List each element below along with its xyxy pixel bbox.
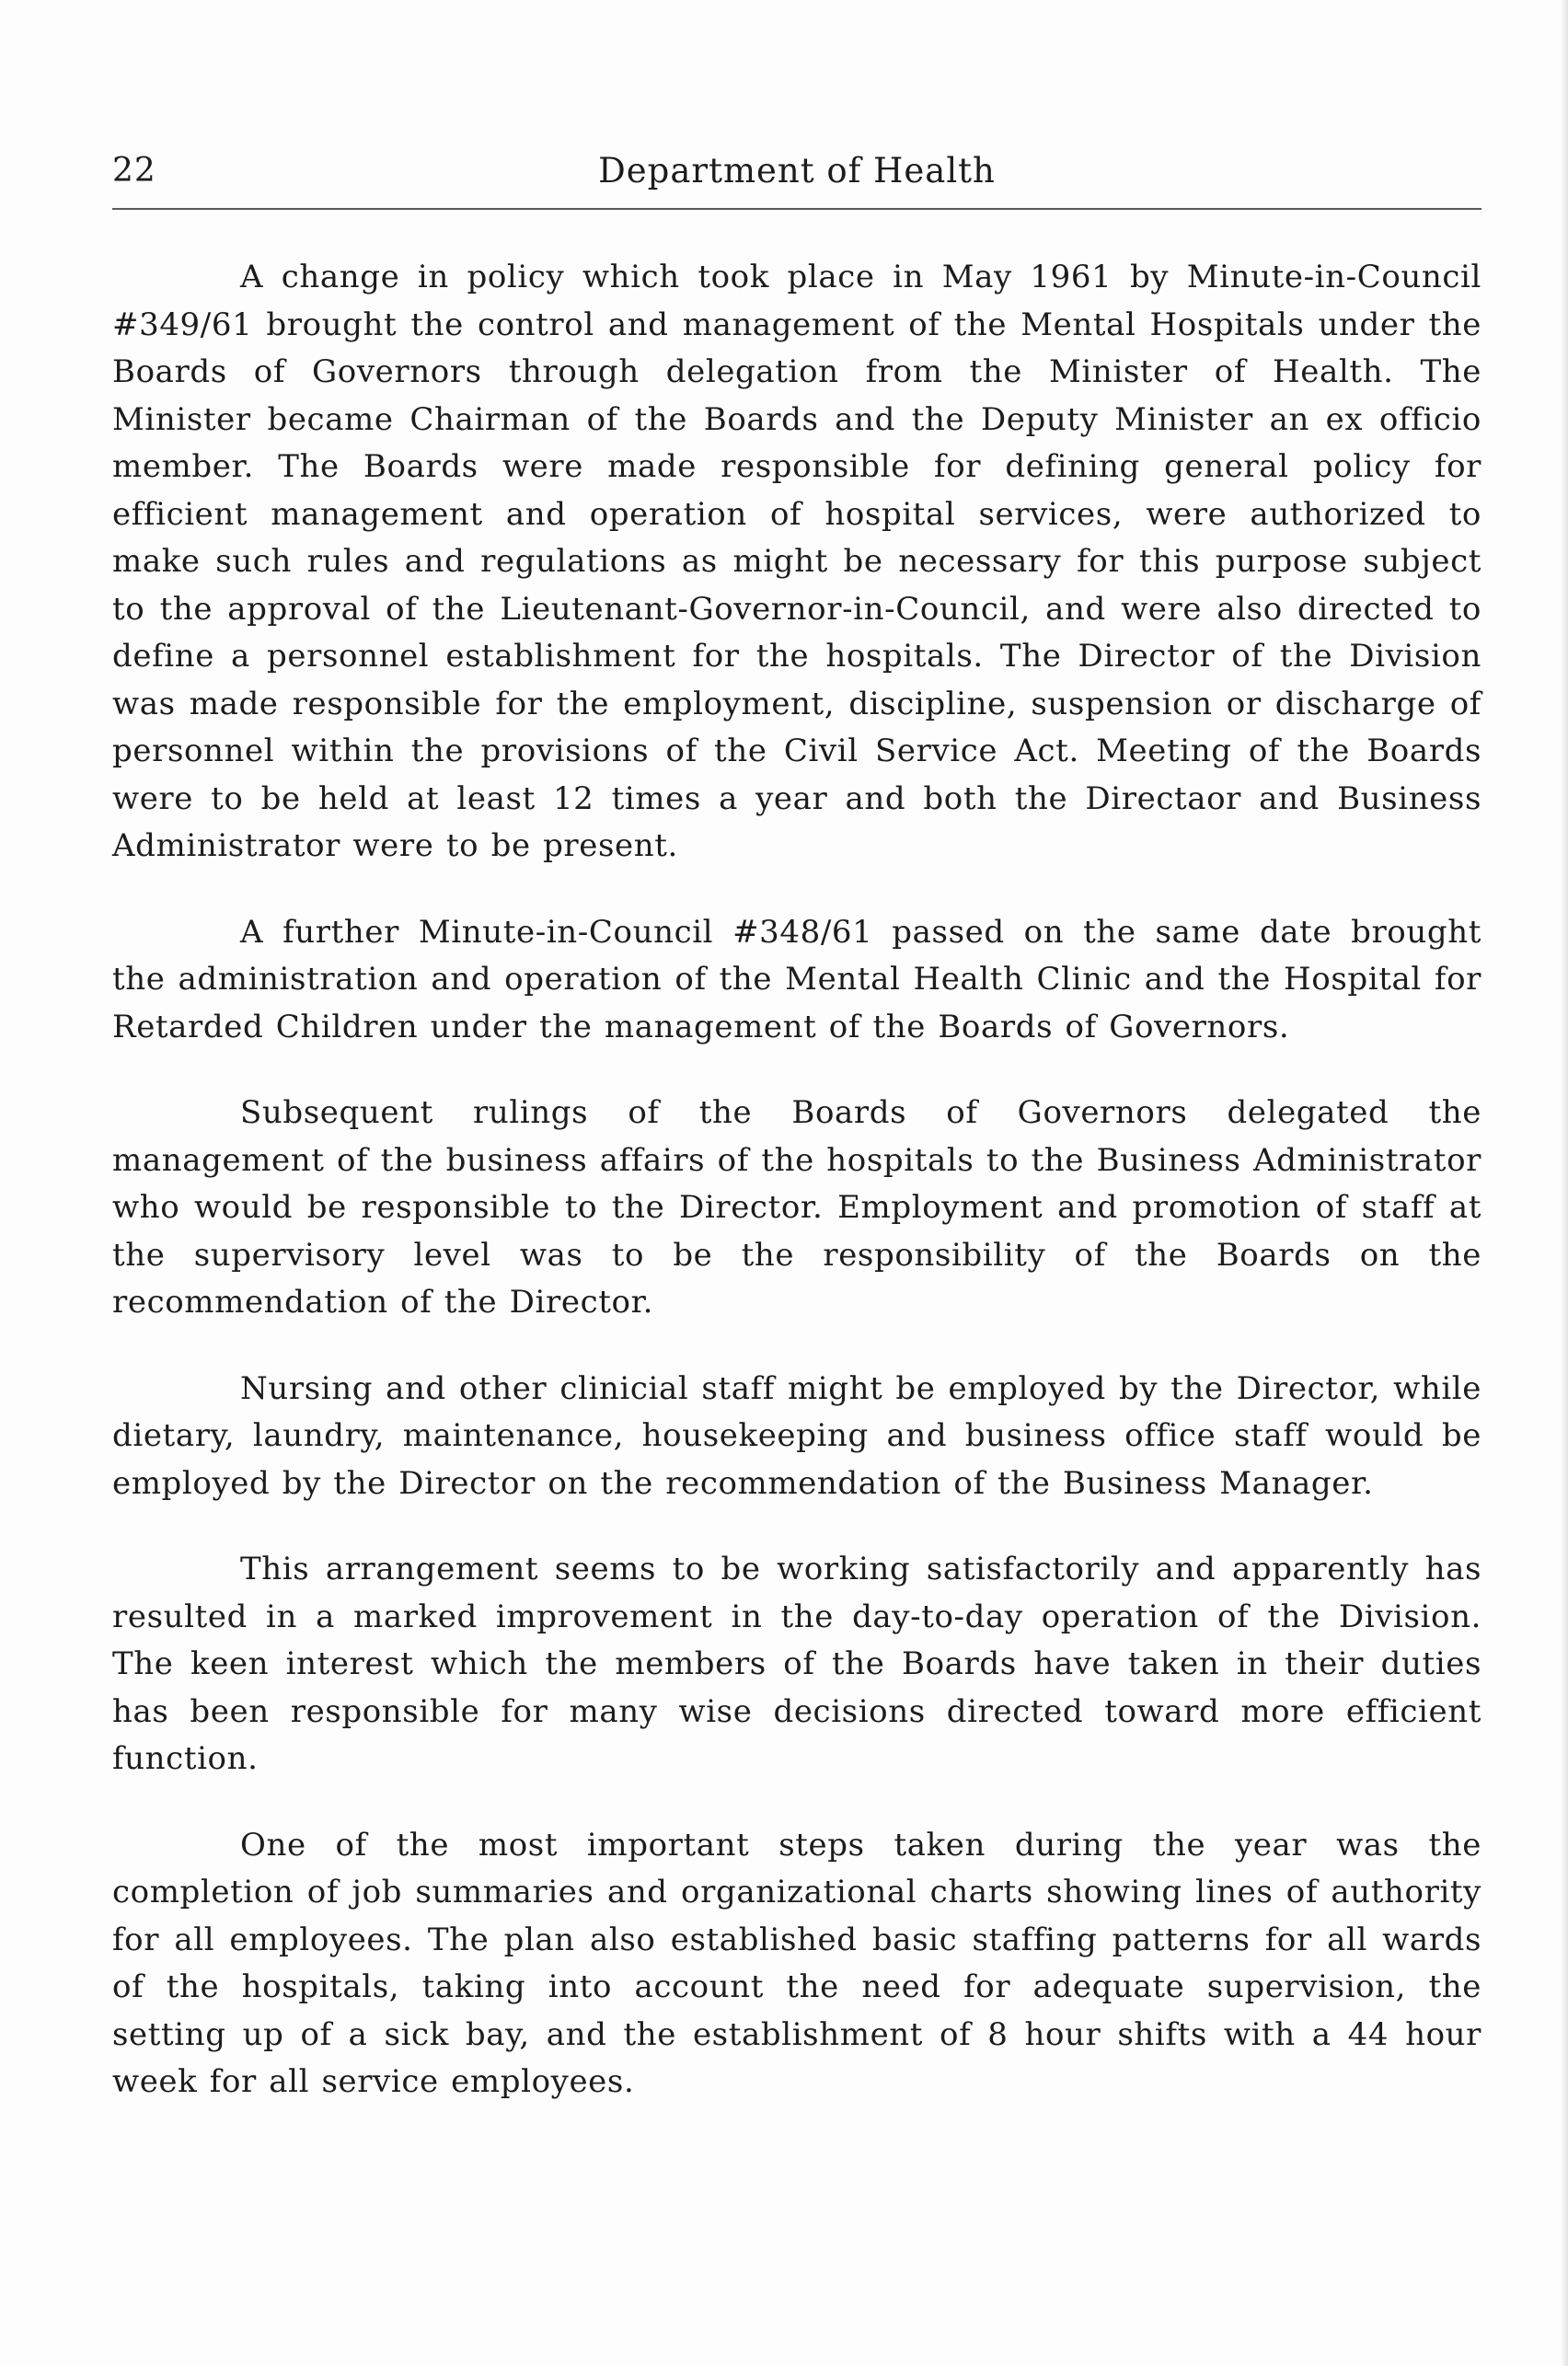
- page-number: 22: [112, 152, 156, 190]
- body-text: [112, 254, 1482, 2145]
- paragraph-subsequent-rulings: Subsequent rulings of the Boards of Governors delegated the management of the business affairs of the hospitals to the Business Administrator who would be responsible to the Director. Employment and promotion of staff at the supervisory level was to be the responsibility of the Boards on the recommendation of the Director.: [112, 1094, 1482, 1321]
- page-edge-shadow: [1561, 0, 1568, 2366]
- paragraph-further-minute: A further Minute-in-Council #348/61 passed on the same date brought the administration and operation of the Mental Health Clinic and the Hospital for Retarded Children under the management of the Boards of Governors.: [112, 913, 1482, 1045]
- running-title: Department of Health: [598, 151, 996, 190]
- header-rule: [112, 208, 1482, 210]
- paragraph-important-steps: One of the most important steps taken during the year was the completion of job summaries and organizational charts showing lines of authority for all employees. The plan also established basic staffing patterns for all wards of the hospitals, taking into account the need for adequate supervision, the setting up of a sick bay, and the establishment of 8 hour shifts with a 44 hour week for all service employees.: [112, 1826, 1482, 2100]
- paragraph-policy-change: A change in policy which took place in May 1961 by Minute-in-Council #349/61 brought the control and management of the Mental Hospitals under the Boards of Governors through delegation from the Minister of Health. The Minister became Chairman of the Boards and the Deputy Minister an ex officio member. The Boards were made responsible for defining general policy for efficient management and operation of hospital services, were authorized to make such rules and regulations as might be necessary for this purpose subject to the approval of the Lieutenant-Governor-in-Council, and were also directed to define a personnel establishment for the hospitals. The Director of the Division was made responsible for the employment, discipline, suspension or discharge of personnel within the provisions of the Civil Service Act. Meeting of the Boards were to be held at least 12 times a year and both the Directaor and Business Administrator were to be present.: [112, 259, 1482, 864]
- running-header: [112, 144, 1482, 199]
- paragraph-arrangement: This arrangement seems to be working satisfactorily and apparently has resulted in a marked improvement in the day-to-day operation of the Division. The keen interest which the members of the Boards have taken in their duties has been responsible for many wise decisions directed toward more efficient function.: [112, 1551, 1482, 1777]
- paragraph-nursing-staff: Nursing and other clinicial staff might be employed by the Director, while dietary, laundry, maintenance, housekeeping and business office staff would be employed by the Director on the recommendation of the Business Manager.: [112, 1369, 1482, 1502]
